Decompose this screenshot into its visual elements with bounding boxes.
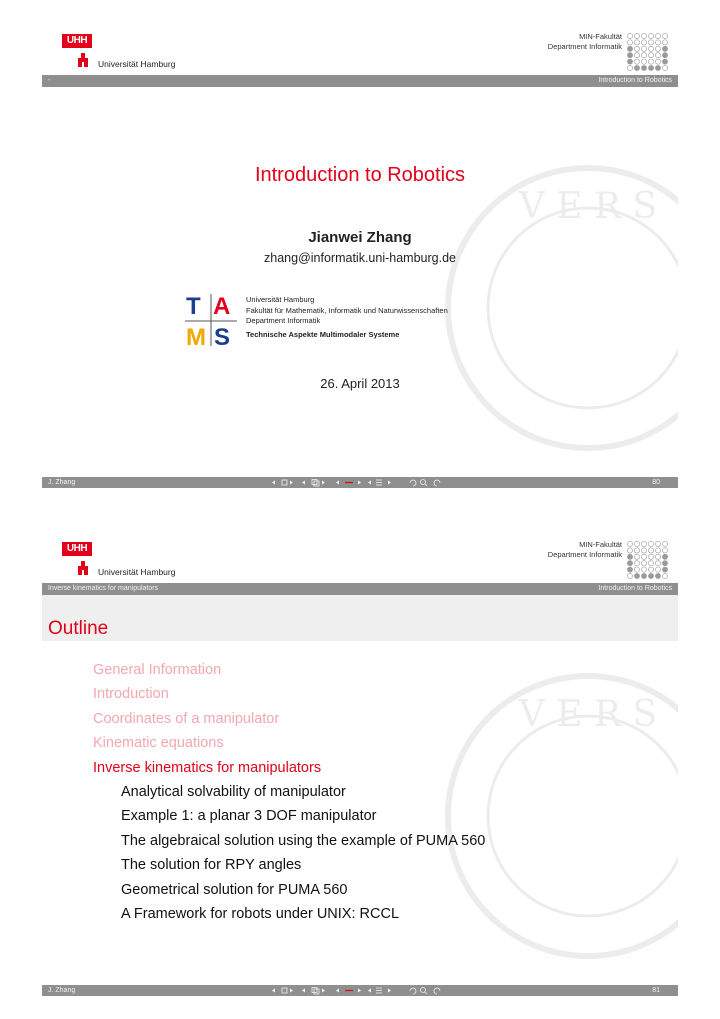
table-of-contents <box>93 658 485 926</box>
grid-dot <box>655 65 660 70</box>
toc-subitem[interactable]: A Framework for robots under UNIX: RCCL <box>121 906 400 923</box>
author-email: zhang@informatik.uni-hamburg.de <box>264 251 456 265</box>
grid-dot <box>662 554 667 559</box>
grid-dot <box>641 554 646 559</box>
tams-grid-logo-icon <box>626 540 670 580</box>
grid-dot <box>662 573 667 578</box>
faculty-label: MIN-Fakultät Department Informatik <box>547 32 622 51</box>
affiliation-block <box>246 295 448 340</box>
beamer-navigation-icons[interactable] <box>260 478 460 487</box>
frame-title: Outline <box>48 618 109 639</box>
toc-subitem[interactable]: Geometrical solution for PUMA 560 <box>121 881 348 898</box>
grid-dot <box>634 40 639 45</box>
beamer-navigation-icons[interactable] <box>260 986 460 995</box>
course-label: Introduction to Robotics <box>598 77 672 84</box>
grid-dot <box>662 46 667 51</box>
grid-dot <box>655 53 660 58</box>
toc-subitem[interactable]: Example 1: a planar 3 DOF manipulator <box>121 808 377 825</box>
grid-dot <box>634 53 639 58</box>
header-bar <box>42 75 678 87</box>
grid-dot <box>655 33 660 38</box>
grid-dot <box>655 548 660 553</box>
university-name: Universität Hamburg <box>98 567 176 577</box>
footer-author: J. Zhang <box>48 479 76 486</box>
grid-dot <box>662 561 667 566</box>
grid-dot <box>627 59 632 64</box>
grid-dot <box>648 541 653 546</box>
toc-item[interactable]: Kinematic equations <box>93 735 224 752</box>
grid-dot <box>655 40 660 45</box>
grid-dot <box>641 65 646 70</box>
grid-dot <box>627 40 632 45</box>
grid-dot <box>662 567 667 572</box>
grid-dot <box>655 59 660 64</box>
svg-text:V E R S: V E R S <box>518 186 658 227</box>
grid-dot <box>648 33 653 38</box>
grid-dot <box>627 46 632 51</box>
grid-dot <box>648 548 653 553</box>
grid-dot <box>627 567 632 572</box>
grid-dot <box>634 573 639 578</box>
grid-dot <box>641 53 646 58</box>
presentation-date: 26. April 2013 <box>320 376 400 391</box>
grid-dot <box>648 567 653 572</box>
grid-dot <box>648 554 653 559</box>
grid-dot <box>655 567 660 572</box>
affiliation-line: Department Informatik <box>246 316 321 325</box>
back-icon <box>410 480 416 486</box>
grid-dot <box>655 561 660 566</box>
grid-dot <box>641 561 646 566</box>
tams-letter-m: M <box>186 324 206 348</box>
grid-dot <box>648 46 653 51</box>
grid-dot <box>641 33 646 38</box>
grid-dot <box>641 59 646 64</box>
university-seal-watermark-icon <box>438 158 678 458</box>
affiliation-group: Technische Aspekte Multimodaler Systeme <box>246 329 400 339</box>
grid-dot <box>634 567 639 572</box>
university-name: Universität Hamburg <box>98 59 176 69</box>
grid-dot <box>662 541 667 546</box>
faculty-label: MIN-Fakultät Department Informatik <box>547 540 622 559</box>
grid-dot <box>627 554 632 559</box>
forward-icon <box>434 480 440 486</box>
subsection-nav-icon <box>312 480 317 485</box>
section-label: Inverse kinematics for manipulators <box>48 585 159 592</box>
grid-dot <box>648 40 653 45</box>
grid-dot <box>655 554 660 559</box>
title-slide <box>42 28 678 488</box>
grid-dot <box>634 561 639 566</box>
grid-dot <box>641 541 646 546</box>
course-label: Introduction to Robotics <box>598 585 672 592</box>
grid-dot <box>641 46 646 51</box>
grid-dot <box>634 554 639 559</box>
grid-dot <box>634 65 639 70</box>
grid-dot <box>648 561 653 566</box>
grid-dot <box>627 561 632 566</box>
grid-dot <box>662 33 667 38</box>
grid-dot <box>634 46 639 51</box>
grid-dot <box>662 548 667 553</box>
tams-letter-t: T <box>186 293 201 320</box>
toc-item[interactable]: Coordinates of a manipulator <box>93 710 280 727</box>
grid-dot <box>662 59 667 64</box>
affiliation-line: Fakultät für Mathematik, Informatik und Naturwissenschaften <box>246 305 448 315</box>
frame-nav-icon <box>282 480 287 485</box>
grid-dot <box>627 33 632 38</box>
toc-item[interactable]: General Information <box>93 662 222 678</box>
grid-dot <box>655 573 660 578</box>
grid-dot <box>627 548 632 553</box>
hamburg-seal-icon <box>76 52 90 68</box>
forward-icon <box>434 988 440 994</box>
grid-dot <box>627 53 632 58</box>
frame-title-bar <box>42 595 678 641</box>
header-bar <box>42 583 678 595</box>
grid-dot <box>627 65 632 70</box>
grid-dot <box>641 548 646 553</box>
toc-item[interactable]: Introduction <box>93 686 169 703</box>
tams-logo-icon <box>185 292 237 348</box>
grid-dot <box>627 573 632 578</box>
grid-dot <box>662 53 667 58</box>
grid-dot <box>662 40 667 45</box>
page-number: 80 <box>652 479 660 486</box>
grid-dot <box>634 59 639 64</box>
uhh-logo: UHH <box>62 542 92 556</box>
author-name: Jianwei Zhang <box>308 229 412 246</box>
subsection-nav-icon <box>312 988 317 993</box>
grid-dot <box>634 33 639 38</box>
toc-item-current[interactable]: Inverse kinematics for manipulators <box>93 759 322 776</box>
grid-dot <box>641 573 646 578</box>
toc-subitem[interactable]: Analytical solvability of manipulator <box>121 784 346 801</box>
page-number: 81 <box>652 987 660 994</box>
grid-dot <box>648 53 653 58</box>
grid-dot <box>648 59 653 64</box>
grid-dot <box>634 548 639 553</box>
tams-grid-logo-icon <box>626 32 670 72</box>
toc-subitem[interactable]: The algebraical solution using the example of PUMA 560 <box>121 832 486 849</box>
grid-dot <box>627 541 632 546</box>
hamburg-seal-icon <box>76 560 90 576</box>
grid-dot <box>648 65 653 70</box>
zoom-icon <box>421 480 426 485</box>
grid-dot <box>655 46 660 51</box>
grid-dot <box>641 40 646 45</box>
footer-author: J. Zhang <box>48 987 76 994</box>
affiliation-line: Universität Hamburg <box>246 295 315 304</box>
svg-text:V E R S: V E R S <box>518 694 658 735</box>
tams-letter-s: S <box>214 324 231 348</box>
uhh-logo: UHH <box>62 34 92 48</box>
tams-letter-a: A <box>213 293 231 320</box>
back-icon <box>410 988 416 994</box>
grid-dot <box>641 567 646 572</box>
grid-dot <box>662 65 667 70</box>
grid-dot <box>655 541 660 546</box>
zoom-icon <box>421 988 426 993</box>
grid-dot <box>634 541 639 546</box>
outline-slide <box>42 536 678 996</box>
footer-bar <box>42 477 678 488</box>
footer-bar <box>42 985 678 996</box>
frame-nav-icon <box>282 988 287 993</box>
toc-subitem[interactable]: The solution for RPY angles <box>121 857 302 874</box>
grid-dot <box>648 573 653 578</box>
presentation-title: Introduction to Robotics <box>254 164 466 186</box>
section-label: - <box>48 77 51 84</box>
